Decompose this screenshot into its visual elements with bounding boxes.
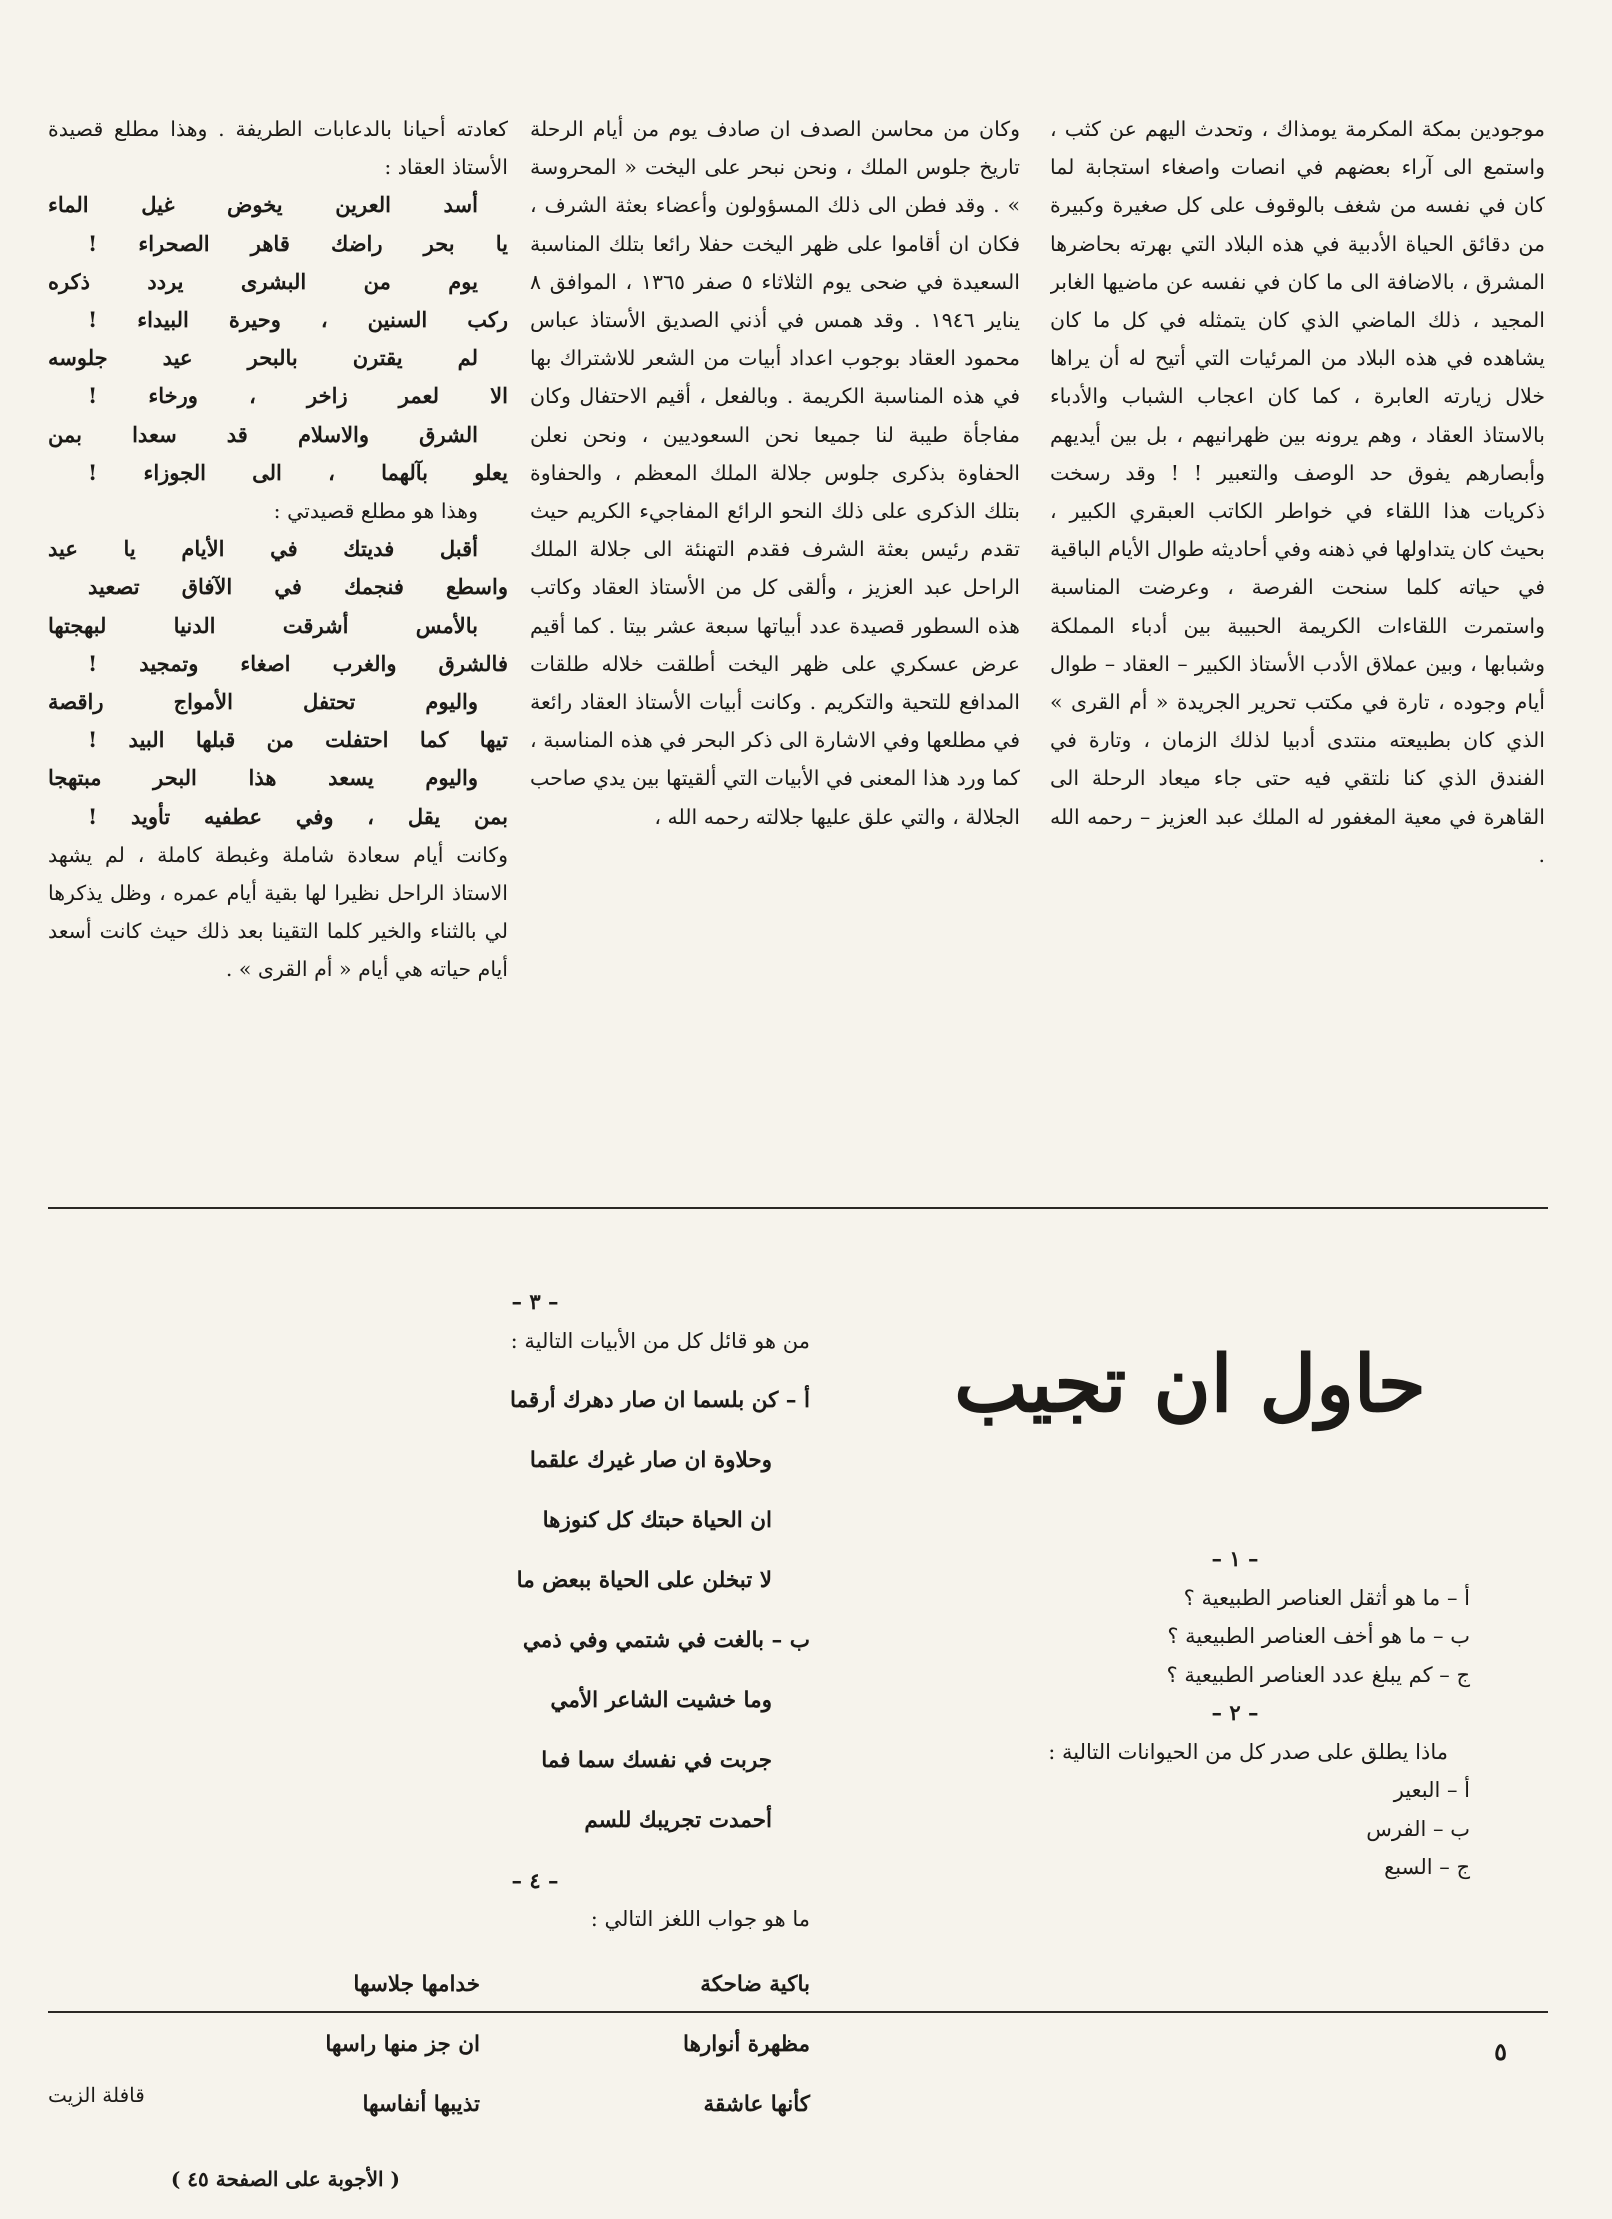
section-number: – ٤ – [511, 1867, 559, 1893]
poem-verse: يا بحر راضك قاهر الصحراء ! [88, 230, 508, 256]
article-column-3 [48, 110, 508, 1165]
riddle-line: باكية ضاحكة [700, 1972, 810, 1997]
quiz-prompt: ما هو جواب اللغز التالي : [590, 1907, 810, 1931]
quiz-verse: وحلاوة ان صار غيرك علقما [529, 1447, 772, 1473]
article-paragraph: موجودين بمكة المكرمة يومذاك ، وتحدث اليهم عن كثب ، واستمع الى آراء بعضهم في انصات واصغاء استجابة لما كان في نفسه من شغف بالوقوف على كل صغيرة وكبيرة من دقائق الحياة الأدبية في هذه البلاد التي بهرته بحاضرها المشرق ، بالاضافة الى ما كان في نفسه عن ماضيها الغابر المجيد ، ذلك الماضي الذي كان يتمثله في كل ما كان يشاهده في هذه البلاد من المرئيات التي أتيح له أن يراها خلال زيارته العابرة ، كما كان اعجاب الشباب والأدباء بالاستاذ العقاد ، وهم يرونه بين ظهرانيهم ، بل بين أيديهم وأبصارهم يفوق حد الوصف والتعبير ! ! وقد رسخت ذكريات هذا اللقاء في خواطر الكاتب العبقري الكبير ، بحيث كان يتداولها في ذهنه وفي أحاديثه طوال الأيام الباقية في حياته كلما سنحت الفرصة ، وعرضت المناسبة واستمرت اللقاءات الكريمة الحبيبة بين أدباء المملكة وشبابها ، وبين عملاق الأدب الأستاذ الكبير – العقاد – طوال أيام وجوده ، تارة في مكتب تحرير الجريدة « أم القرى » الذي كان بطبيعته منتدى أدبيا لذلك الزمان ، وتارة في الفندق الذي كنا نلتقي فيه حتى جاء ميعاد الرحلة الى القاهرة في معية المغفور له الملك عبد العزيز – رحمه الله . [1050, 117, 1545, 867]
quiz-verse: لا تبخلن على الحياة ببعض ما [516, 1567, 772, 1593]
quiz-verse: ب – بالغت في شتمي وفي ذمي [522, 1627, 810, 1653]
quiz-verse: أحمدت تجريبك للسم [584, 1807, 772, 1833]
closing-paragraph: وكانت أيام سعادة شاملة وغبطة كاملة ، لم يشهد الاستاذ الراحل نظيرا لها بقية أيام عمره ، وظل يذكرها لي بالثناء والخير كلما التقينا بعد ذلك حيث كانت أسعد أيام حياته هي أيام « أم القرى » . [48, 842, 508, 982]
poem-verse: أقبل فديتك في الأيام يا عيد [48, 536, 478, 562]
quiz-verse: وما خشيت الشاعر الأمي [550, 1687, 772, 1713]
riddle-line: تذيبها أنفاسها [362, 2092, 480, 2117]
poem-verse: واسطع فنجمك في الآفاق تصعيد [88, 574, 508, 600]
riddle-line: خدامها جلاسها [353, 1972, 480, 1997]
page-number: ٥ [1494, 2037, 1507, 2066]
poem-intro: كعادته أحيانا بالدعابات الطريفة . وهذا مطلع قصيدة الأستاذ العقاد : [48, 117, 508, 180]
article-column-1 [1050, 110, 1545, 1165]
quiz-verse: جربت في نفسك سما فما [541, 1747, 772, 1773]
magazine-name: قافلة الزيت [48, 2083, 145, 2107]
riddle-line: ان جز منها راسها [325, 2032, 480, 2057]
riddle-left-column [150, 1945, 480, 2147]
quiz-title: حاول ان تجيب [954, 1339, 1426, 1430]
section-divider-top [48, 1207, 1548, 1209]
quiz-item: ج – السبع [1384, 1855, 1470, 1879]
aqqad-poem [48, 186, 508, 492]
author-poem [48, 530, 508, 836]
quiz-prompt: ماذا يطلق على صدر كل من الحيوانات التالية : [1048, 1739, 1448, 1764]
poem-verse: أسد العرين يخوض غيل الماء [48, 192, 478, 218]
poem-verse: تيها كما احتفلت من قبلها البيد ! [88, 727, 508, 753]
article-paragraph: وكان من محاسن الصدف ان صادف يوم من أيام الرحلة تاريخ جلوس الملك ، ونحن نبحر على اليخت « المحروسة » . وقد فطن الى ذلك المسؤولون وأعضاء بعثة الشرف ، فكان ان أقاموا على ظهر اليخت حفلا رائعا بتلك المناسبة السعيدة في ضحى يوم الثلاثاء ٥ صفر ١٣٦٥ ، الموافق ٨ يناير ١٩٤٦ . وقد همس في أذني الصديق الأستاذ عباس محمود العقاد بوجوب اعداد أبيات من الشعر للاشتراك بها في هذه المناسبة الكريمة . وبالفعل ، أقيم الاحتفال وكان مفاجأة طيبة لنا جميعا نحن السعوديين ، ونحن نعلن الحفاوة بذكرى جلوس جلالة الملك المعظم ، والحفاوة بتلك الذكرى على ذلك النحو الرائع المفاجيء الكريم حيث تقدم رئيس بعثة الشرف فقدم التهنئة الى جلالة الملك الراحل عبد العزيز ، وألقى كل من الأستاذ العقاد وكاتب هذه السطور قصيدة عدد أبياتها سبعة عشر بيتا . كما أقيم عرض عسكري على ظهر اليخت أطلقت خلاله طلقات المدافع للتحية والتكريم . وكانت أبيات الأستاذ العقاد رائعة في مطلعها وفي الاشارة الى ذكر البحر في هذه المناسبة ، كما ورد هذا المعنى في الأبيات التي ألقيتها بين يدي صاحب الجلالة ، والتي علق عليها جلالته رحمه الله ، [530, 117, 1020, 829]
quiz-prompt: من هو قائل كل من الأبيات التالية : [510, 1328, 810, 1353]
quiz-question: أ – ما هو أثقل العناصر الطبيعية ؟ [1183, 1585, 1470, 1610]
quiz-question: ب – ما هو أخف العناصر الطبيعية ؟ [1167, 1624, 1470, 1648]
section-number: – ٣ – [511, 1289, 559, 1314]
poem-verse: لم يقترن بالبحر عيد جلوسه [48, 345, 478, 371]
quiz-item: ب – الفرس [1366, 1816, 1470, 1841]
poem-verse: ركب السنين ، وحيرة البيداء ! [88, 307, 508, 333]
poem-intro: وهذا هو مطلع قصيدتي : [273, 499, 478, 524]
poem-verse: يوم من البشرى يردد ذكره [48, 268, 478, 294]
quiz-verse: ان الحياة حبتك كل كنوزها [542, 1507, 772, 1533]
section-number: – ٢ – [1211, 1700, 1259, 1725]
poem-verse: الا لعمر زاخر ، ورخاء ! [88, 383, 508, 409]
poem-verse: فالشرق والغرب اصغاء وتمجيد ! [88, 650, 508, 676]
poem-verse: بالأمس أشرقت الدنيا لبهجتها [48, 612, 478, 638]
section-divider-bottom [48, 2011, 1548, 2013]
poem-verse: واليوم تحتفل الأمواج راقصة [48, 689, 478, 715]
section-number: – ١ – [1211, 1546, 1259, 1571]
article-column-2 [530, 110, 1020, 1165]
quiz-left-column [90, 1283, 810, 2219]
poem-verse: واليوم يسعد هذا البحر مبتهجا [48, 765, 478, 791]
poem-verse: بمن يقل ، وفي عطفيه تأويد ! [88, 803, 508, 829]
quiz-right-column [880, 1540, 1470, 1887]
poem-verse: يعلو بآلهما ، الى الجوزاء ! [88, 459, 508, 485]
poem-verse: الشرق والاسلام قد سعدا بمن [48, 421, 478, 447]
quiz-verse: أ – كن بلسما ان صار دهرك أرقما [509, 1387, 810, 1413]
quiz-item: أ – البعير [1393, 1778, 1470, 1802]
quiz-question: ج – كم يبلغ عدد العناصر الطبيعية ؟ [1166, 1662, 1470, 1687]
riddle-verses [90, 1945, 810, 2147]
riddle-right-column [480, 1945, 810, 2147]
riddle-line: كأنها عاشقة [703, 2092, 810, 2117]
answers-reference: ( الأجوبة على الصفحة ٤٥ ) [170, 2167, 400, 2191]
riddle-line: مظهرة أنوارها [683, 2032, 810, 2057]
